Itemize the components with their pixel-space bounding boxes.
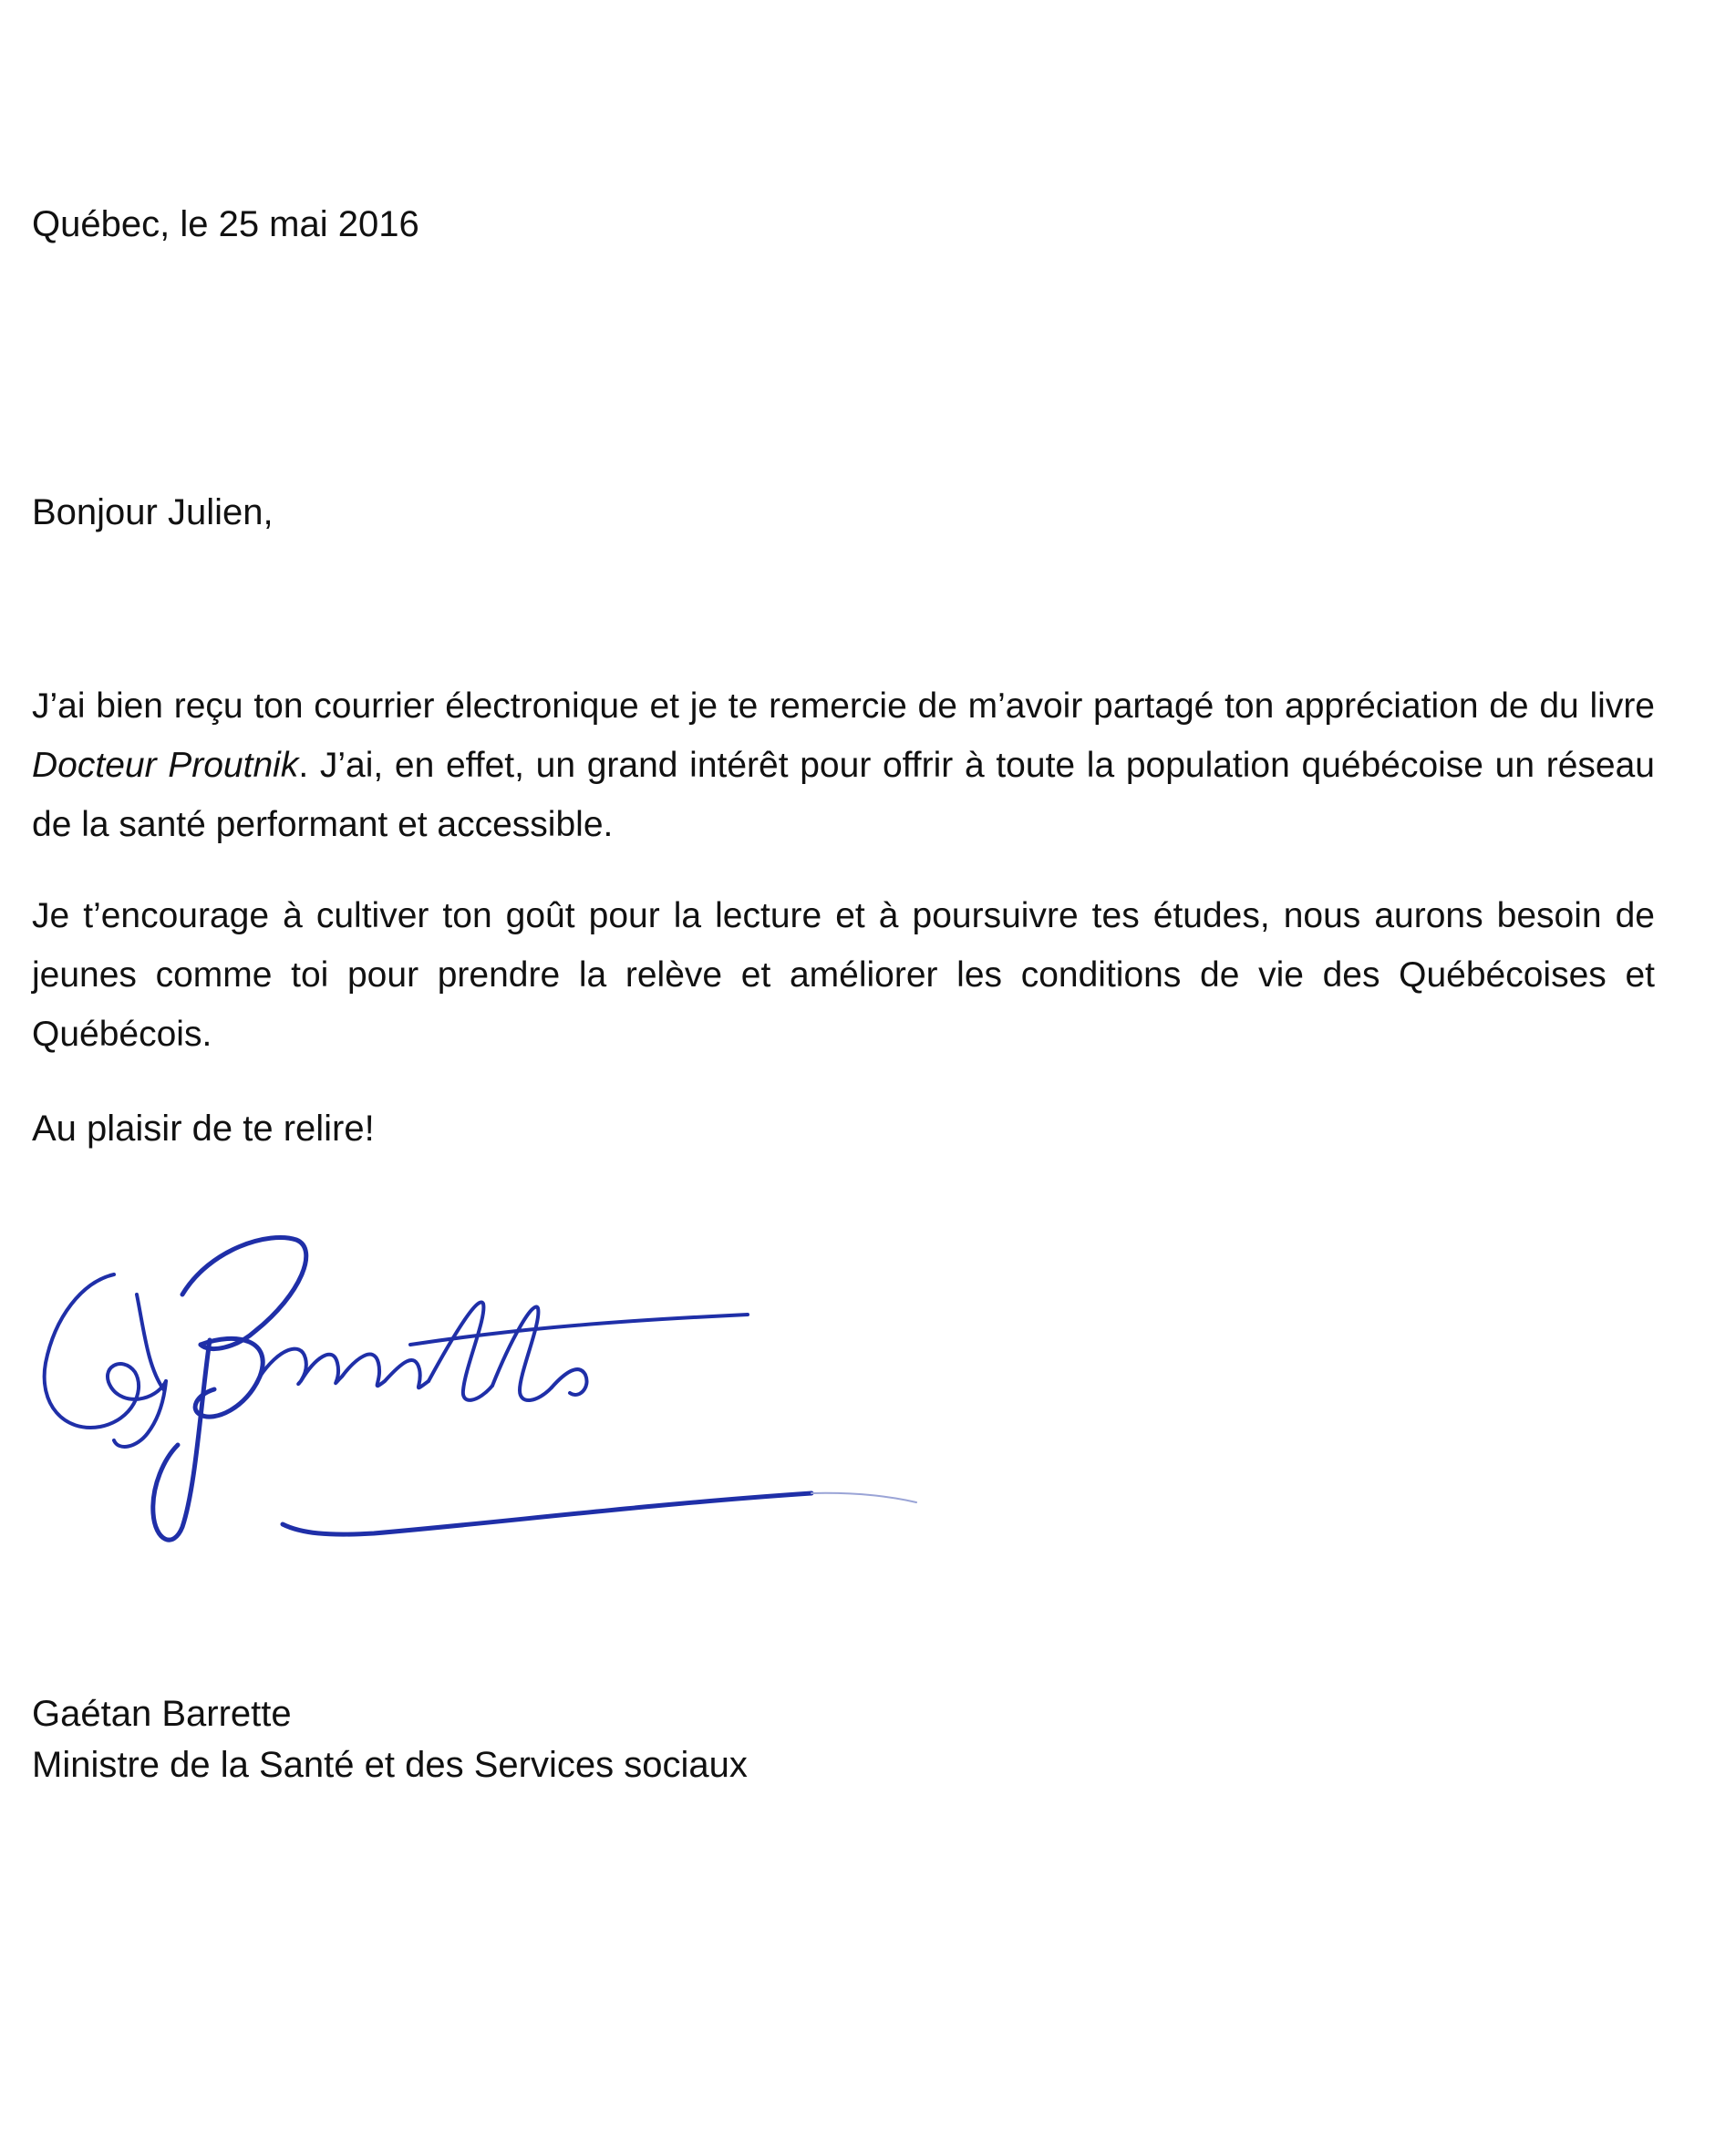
paragraph-1-text-end: . J’ai, en effet, un grand intérêt pour offrir à toute la population québécoise un réseau de la santé performant et accessible. xyxy=(32,746,1655,844)
letter-paragraph-2: Je t’encourage à cultiver ton goût pour la lecture et à poursuivre tes études, nous aurons besoin de jeunes comme toi pour prendre la relève et améliorer les conditions de vie des Québécoises et Québécois. xyxy=(32,896,1655,1054)
paragraph-1-text-start: J’ai bien reçu ton courrier électronique et je te remercie de m’avoir partagé ton appréciation de du livre xyxy=(32,686,1655,726)
book-title: Docteur Proutnik xyxy=(32,746,299,785)
letter-date: Québec, le 25 mai 2016 xyxy=(32,204,419,244)
signatory-title: Ministre de la Santé et des Services sociaux xyxy=(32,1745,748,1785)
letter-closing: Au plaisir de te relire! xyxy=(32,1109,375,1149)
handwritten-signature xyxy=(27,1194,939,1559)
letter-greeting: Bonjour Julien, xyxy=(32,492,274,532)
signatory-block xyxy=(32,1688,748,1790)
letter-paragraph-1 xyxy=(32,676,1655,854)
signatory-name: Gaétan Barrette xyxy=(32,1694,292,1734)
